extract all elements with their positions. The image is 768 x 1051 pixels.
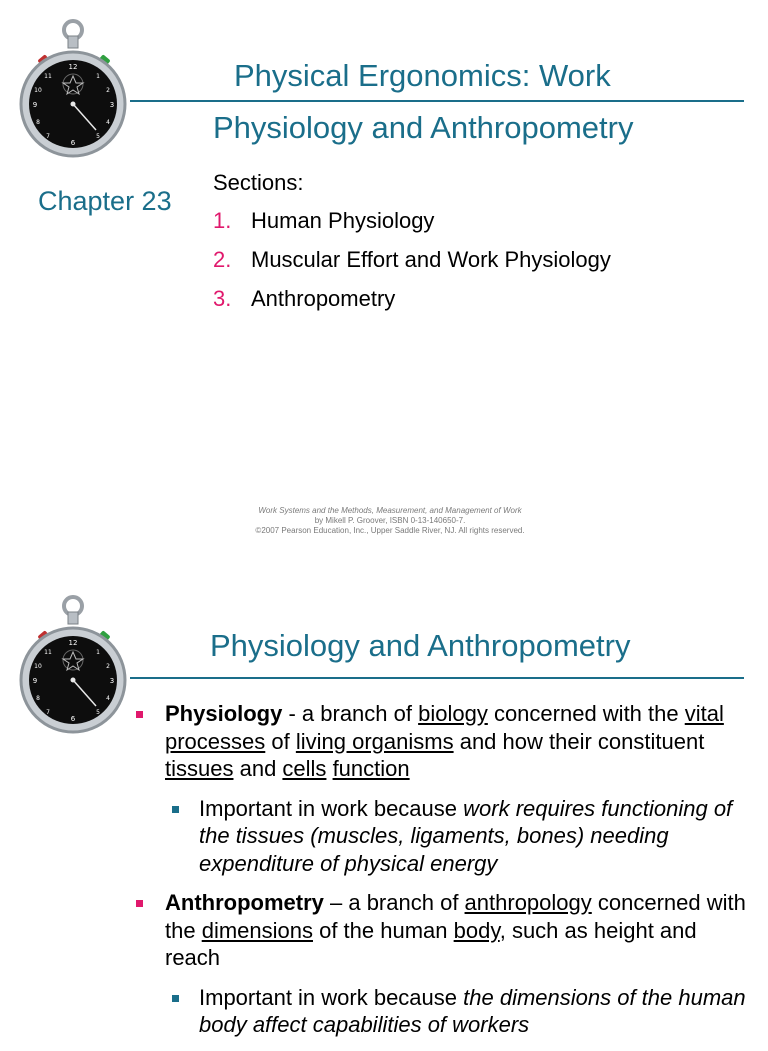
author-isbn: by Mikell P. Groover, ISBN 0-13-140650-7. xyxy=(314,516,466,525)
content-slide xyxy=(0,580,768,1037)
section-label: Anthropometry xyxy=(251,286,396,311)
bullet-physiology xyxy=(136,700,746,783)
underlined-term: tissues xyxy=(165,756,234,781)
bullet-text: of the human xyxy=(312,917,454,943)
sub-bullet-physiology xyxy=(136,795,746,878)
bullet-list xyxy=(136,700,746,1051)
section-item xyxy=(213,247,611,273)
section-item xyxy=(213,286,611,312)
title-divider xyxy=(130,100,744,102)
term-physiology: Physiology xyxy=(165,701,283,726)
sub-bullet-text: Important in work because xyxy=(199,984,464,1010)
stopwatch-icon xyxy=(18,594,128,739)
term-anthropometry: Anthropometry xyxy=(165,890,324,915)
title-divider xyxy=(130,677,744,679)
copyright-footer xyxy=(200,506,580,536)
underlined-term: living organisms xyxy=(295,728,454,754)
bullet-square-icon xyxy=(136,711,143,718)
bullet-text: concerned with the xyxy=(165,890,746,943)
sub-bullet-anthropometry xyxy=(136,984,746,1039)
copyright-line: ©2007 Pearson Education, Inc., Upper Saddle River, NJ. All rights reserved. xyxy=(255,526,525,535)
underlined-term: processes xyxy=(165,728,266,754)
chapter-label: Chapter 23 xyxy=(38,186,172,216)
underlined-term: dimensions xyxy=(201,917,313,943)
sub-bullet-square-icon xyxy=(172,806,179,813)
book-title: Work Systems and the Methods, Measurement, and Management of Work xyxy=(258,506,522,515)
bullet-text: – a branch of xyxy=(323,890,465,915)
bullet-text: , such as height and reach xyxy=(165,917,697,970)
bullet-text: of xyxy=(265,728,296,754)
section-number: 3. xyxy=(213,286,232,311)
section-number: 1. xyxy=(213,208,232,233)
underlined-term: vital xyxy=(684,701,724,726)
underlined-term: biology xyxy=(418,701,488,726)
section-label: Muscular Effort and Work Physiology xyxy=(251,247,611,272)
slide-title-line1: Physical Ergonomics: Work xyxy=(234,58,611,93)
bullet-text: and xyxy=(233,756,283,781)
slide-title: Physiology and Anthropometry xyxy=(210,628,631,663)
slide-title-line2: Physiology and Anthropometry xyxy=(213,110,634,145)
section-number: 2. xyxy=(213,247,232,272)
sub-bullet-square-icon xyxy=(172,995,179,1002)
sub-bullet-italic: work requires functioning of the tissues (muscles, ligaments, bones) needing expenditure of physical energy xyxy=(199,795,733,876)
underlined-term: body xyxy=(453,917,500,943)
bullet-anthropometry xyxy=(136,889,746,972)
bullet-square-icon xyxy=(136,900,143,907)
section-item xyxy=(213,208,611,234)
section-label: Human Physiology xyxy=(251,208,435,233)
underlined-term: cells xyxy=(282,756,327,781)
bullet-text: and how their constituent xyxy=(453,728,705,754)
stopwatch-icon xyxy=(18,18,128,163)
sub-bullet-text: Important in work because xyxy=(199,795,464,821)
bullet-text: concerned with the xyxy=(487,701,685,726)
sub-bullet-italic: the dimensions of the human body affect capabilities of workers xyxy=(199,984,746,1037)
underlined-term: function xyxy=(332,756,410,781)
bullet-text: - a branch of xyxy=(282,701,419,726)
sections-list xyxy=(213,170,611,325)
underlined-term: anthropology xyxy=(464,890,592,915)
sections-heading: Sections: xyxy=(213,170,304,195)
